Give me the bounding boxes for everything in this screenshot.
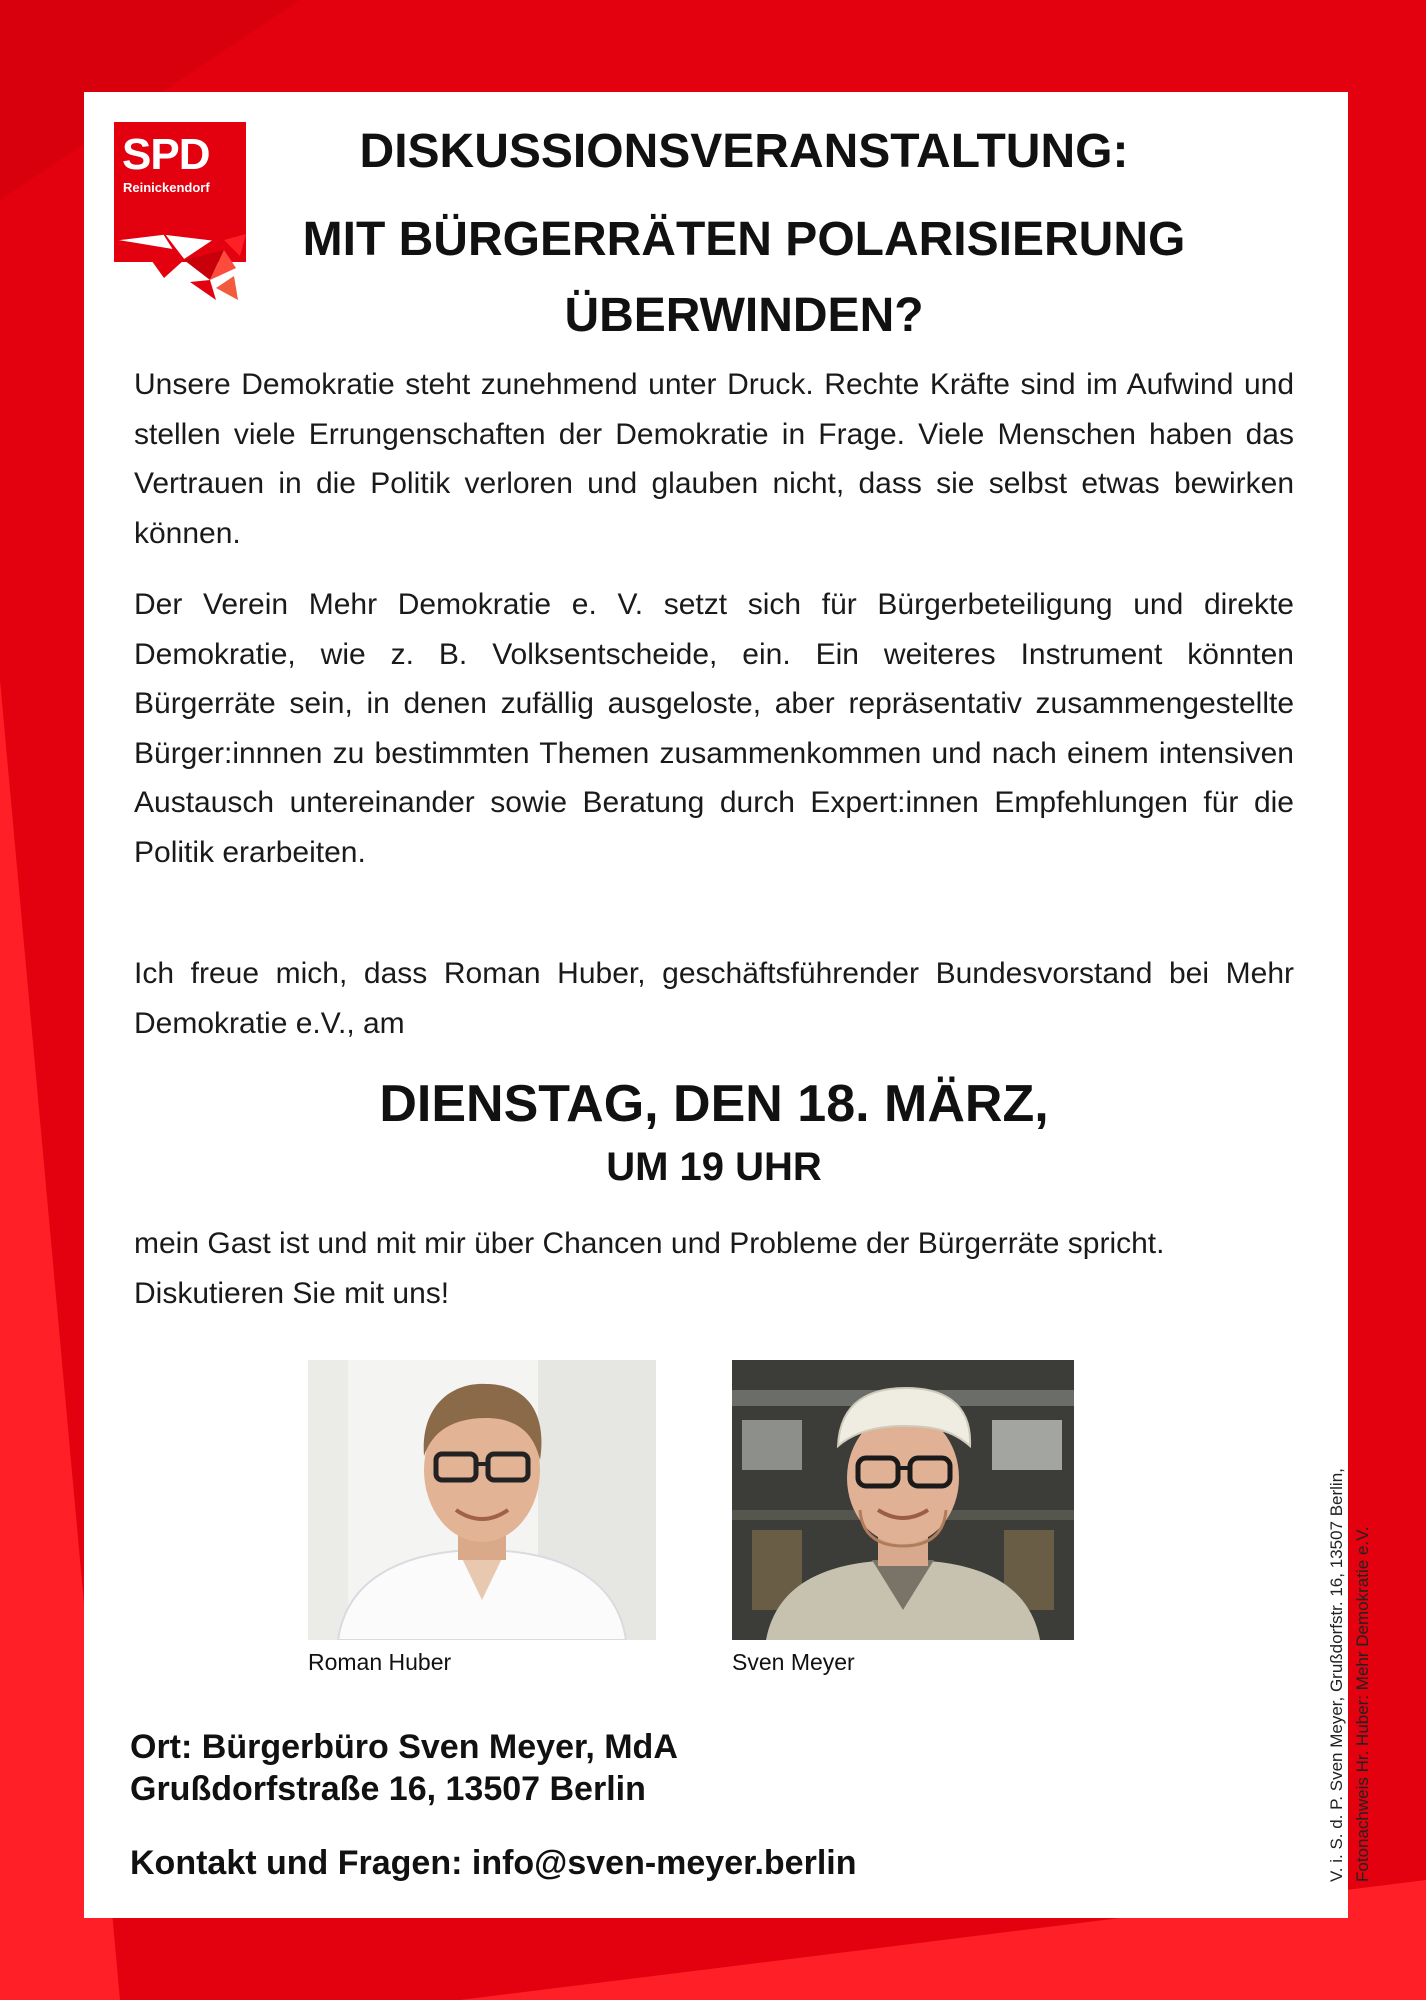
caption-roman-huber: Roman Huber (308, 1649, 452, 1675)
logo-brand: SPD (122, 130, 210, 179)
venue-name: Ort: Bürgerbüro Sven Meyer, MdA (130, 1728, 678, 1766)
imprint-line-2: Fotonachweis Hr. Huber: Mehr Demokratie e.V. (1353, 1526, 1372, 1882)
title-line-1: DISKUSSIONSVERANSTALTUNG: (359, 125, 1129, 178)
flyer-card (84, 92, 1372, 1918)
photo-sven-meyer (732, 1360, 1074, 1640)
event-date: DIENSTAG, DEN 18. MÄRZ, (379, 1075, 1049, 1133)
event-time: UM 19 UHR (606, 1145, 822, 1189)
spd-logo (114, 122, 246, 298)
intro-paragraph: Unsere Demokratie steht zunehmend unter Druck. Rechte Kräfte sind im Aufwind und stellen viele Errungenschaften der Demokratie in Frage. Viele Menschen haben das Vertrauen in die Politik verloren und glauben nicht, dass sie selbst etwas bewirken können. (134, 368, 1294, 550)
contact-email: Kontakt und Fragen: info@sven-meyer.berlin (130, 1844, 857, 1882)
guest-paragraph: Ich freue mich, dass Roman Huber, geschäftsführender Bundesvorstand bei Mehr Demokratie e.V., am (134, 957, 1294, 1040)
closing-paragraph: mein Gast ist und mit mir über Chancen und Probleme der Bürgerräte spricht. Diskutieren Sie mit uns! (134, 1227, 1165, 1310)
caption-sven-meyer: Sven Meyer (732, 1649, 855, 1675)
photo-roman-huber (308, 1360, 656, 1640)
verein-paragraph: Der Verein Mehr Demokratie e. V. setzt sich für Bürgerbeteiligung und direkte Demokratie, wie z. B. Volksentscheide, ein. Ein weiteres Instrument könnten Bürgerräte sein, in denen zufällig ausgeloste, aber repräsentativ zusammengestellte Bürger:innnen zu bestimmten Themen zusammenkommen und nach einem intensiven Austausch untereinander sowie Beratung durch Expert:innen Empfehlungen für die Politik erarbeiten. (134, 588, 1294, 869)
title-line-3: ÜBERWINDEN? (564, 289, 924, 342)
logo-subtitle: Reinickendorf (123, 180, 210, 195)
fox-icon (114, 220, 246, 300)
venue-address: Grußdorfstraße 16, 13507 Berlin (130, 1770, 646, 1808)
portrait-meyer-image (732, 1360, 1074, 1640)
imprint-text (1324, 1468, 1376, 1882)
title-line-2: MIT BÜRGERRÄTEN POLARISIERUNG (302, 213, 1186, 266)
imprint-line-1: V. i. S. d. P. Sven Meyer, Grußdorfstr. 16, 13507 Berlin, (1327, 1468, 1346, 1882)
portrait-huber-image (308, 1360, 656, 1640)
